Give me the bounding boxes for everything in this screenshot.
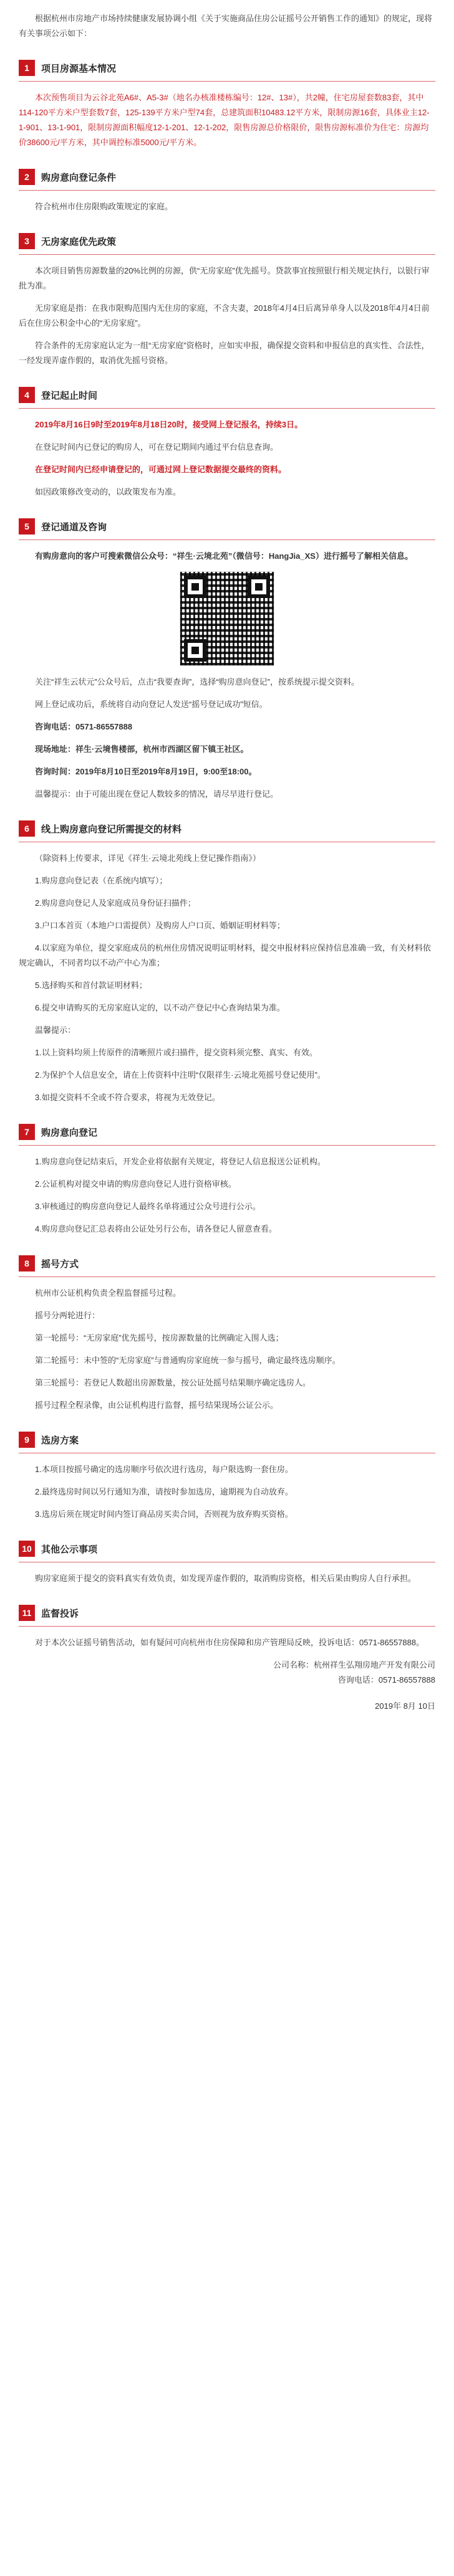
s6-paragraph: 温馨提示： [35,1025,76,1035]
section-title: 监督投诉 [41,1608,79,1619]
s7-paragraph: 3.审核通过的购房意向登记人最终名单将通过公众号进行公示。 [35,1202,261,1211]
section-number: 4 [19,387,35,403]
s6-paragraph: 6.提交申请购买的无房家庭认定的，以不动产登记中心查询结果为准。 [35,1003,285,1012]
section-title: 购房意向登记条件 [41,172,117,183]
section-title: 购房意向登记 [41,1127,98,1138]
s4-paragraph: 2019年8月16日9时至2019年8月18日20时，接受网上登记报名，持续3日。 [35,420,303,429]
s5-phone: 咨询电话：0571-86557888 [35,722,133,731]
section-title: 摇号方式 [41,1258,79,1270]
section-divider [19,408,435,409]
s11-paragraph: 对于本次公证摇号销售活动，如有疑问可向杭州市住房保障和房产管理局反映，投诉电话：0571-86557888。 [35,1638,425,1647]
section-number: 5 [19,518,35,535]
section-7 [19,1124,435,1146]
section-divider [19,1276,435,1277]
s7-paragraph: 1.购房意向登记结束后，开发企业将依据有关规定，将登记人信息报送公证机构。 [35,1157,326,1166]
section-1 [19,60,435,82]
section-number: 3 [19,233,35,249]
section-5 [19,518,435,540]
section-title: 项目房源基本情况 [41,63,117,74]
section-title: 线上购房意向登记所需提交的材料 [41,824,182,835]
s6-paragraph: 4.以家庭为单位，提交家庭成员的杭州住房情况说明证明材料，提交申报材料应保持信息准确一致，有关材料依规定确认，不同者均以不动产中心为准； [19,943,431,967]
s9-paragraph: 1.本项目按摇号确定的选房顺序号依次进行选房，每户限选购一套住房。 [35,1465,293,1474]
s2-paragraph: 符合杭州市住房限购政策规定的家庭。 [35,202,173,211]
s6-paragraph: 1.购房意向登记表（在系统内填写）； [35,876,168,885]
section-divider [19,1626,435,1627]
s6-paragraph: 3.如提交资料不全或不符合要求，将视为无效登记。 [35,1093,220,1102]
section-number: 2 [19,169,35,185]
s8-paragraph: 杭州市公证机构负责全程监督摇号过程。 [35,1288,181,1298]
section-title: 选房方案 [41,1435,79,1446]
section-number: 11 [19,1605,35,1621]
s10-paragraph: 购房家庭须于提交的资料真实有效负责，如发现弄虚作假的，取消购房资格，相关后果由购房人自行承担。 [35,1574,417,1583]
s3-paragraph: 无房家庭是指：在我市限购范围内无住房的家庭，不含夫妻，2018年4月4日后离异单身人以及2018年4月4日前后在住房公积金中心的“无房家庭”。 [19,303,430,328]
qr-finder-icon [248,576,270,598]
s4-paragraph: 在登记时间内已经申请登记的，可通过网上登记数据提交最终的资料。 [35,465,287,474]
s8-paragraph: 第三轮摇号：若登记人数超出房源数量，按公证处摇号结果顺序确定选房人。 [35,1378,311,1387]
section-divider [19,81,435,82]
s6-paragraph: 2.为保护个人信息安全，请在上传资料中注明“仅限祥生·云境北苑摇号登记使用”。 [35,1070,326,1080]
qr-finder-icon [184,639,206,662]
s5-paragraph: 关注“祥生云状元”公众号后，点击“我要查询”，选择“购房意向登记”，按系统提示提交资料。 [35,677,359,687]
section-2 [19,169,435,191]
section-10 [19,1541,435,1562]
s7-paragraph: 4.购房意向登记汇总表将由公证处另行公布，请各登记人留意查看。 [35,1224,277,1233]
s9-paragraph: 2.最终选房时间以另行通知为准，请按时参加选房，逾期视为自动放弃。 [35,1487,293,1496]
s9-paragraph: 3.选房后须在规定时间内签订商品房买卖合同，否则视为放弃购买资格。 [35,1509,293,1519]
s7-paragraph: 2.公证机构对提交申请的购房意向登记人进行资格审核。 [35,1179,236,1189]
s6-paragraph: 2.购房意向登记人及家庭成员身份证扫描件； [35,898,196,908]
section-divider [19,190,435,191]
section-3 [19,233,435,255]
s3-paragraph: 本次项目销售房源数量的20%比例的房源，供“无房家庭”优先摇号。贷款事宜按照银行相关规定执行，以银行审批为准。 [19,266,430,290]
s1-paragraph: 本次预售项目为云谷北苑A6#、A5-3#（地名办核准楼栋编号：12#、13#），共2幢，住宅房屋套数83套，其中114-120平方米户型套数7套，125-139平方米户型74套，总建筑面积10483.12平方米，限制房源16套，具体业主12-1-901、13-1-901，限制房源面积幅度12-1-201、12-1-202，限售房源总价格限价，限售房源标准价为住宅：房源均价38600元/平方米，其中调控标准5000元/平方米。 [19,93,430,147]
section-number: 9 [19,1432,35,1448]
s8-paragraph: 摇号过程全程录像，由公证机构进行监督，摇号结果现场公证公示。 [35,1400,279,1410]
section-title: 登记起止时间 [41,390,98,401]
section-divider [19,254,435,255]
s5-address: 现场地址：祥生·云境售楼部，杭州市西湖区留下镇王社区。 [35,744,249,754]
s5-hours: 咨询时间：2019年8月10日至2019年8月19日，9:00至18:00。 [35,767,257,776]
s6-paragraph: 1.以上资料均须上传原件的清晰照片或扫描件，提交资料须完整、真实、有效。 [35,1048,317,1057]
section-number: 6 [19,820,35,837]
section-number: 1 [19,60,35,76]
company-phone: 咨询电话：0571-86557888 [337,1675,435,1685]
s5-paragraph: 有购房意向的客户可搜索微信公众号：“祥生·云境北苑”（微信号：HangJia_XS）进行摇号了解相关信息。 [35,551,413,561]
section-6 [19,820,435,842]
s6-paragraph: （除资料上传要求，详见《祥生·云境北苑线上登记操作指南》） [35,853,261,863]
s8-paragraph: 摇号分两轮进行： [35,1311,100,1320]
section-9 [19,1432,435,1453]
section-title: 无房家庭优先政策 [41,236,117,247]
s3-paragraph: 符合条件的无房家庭认定为一组“无房家庭”资格时，应如实申报，确保提交资料和申报信息的真实性、合法性，一经发现弄虚作假的，取消优先摇号资格。 [19,341,430,365]
section-title: 登记通道及咨询 [41,521,107,533]
section-number: 7 [19,1124,35,1140]
s4-paragraph: 在登记时间内已登记的购房人，可在登记期间内通过平台信息查询。 [35,442,279,452]
s6-paragraph: 3.户口本首页（本地户口需提供）及购房人户口页、婚姻证明材料等； [35,921,285,930]
s6-paragraph: 5.选择购买和首付款证明材料； [35,981,147,990]
intro-text: 根据杭州市房地产市场持续健康发展协调小组《关于实施商品住房公证摇号公开销售工作的通知》的规定，现将有关事项公示如下： [19,14,433,38]
document-date: 2019年 8月 10日 [375,1701,435,1711]
section-title: 其他公示事项 [41,1544,98,1555]
section-divider [19,1145,435,1146]
section-number: 8 [19,1255,35,1271]
qr-code[interactable] [180,571,274,666]
qr-finder-icon [184,576,206,598]
s4-paragraph: 如因政策修改变动的，以政策发布为准。 [35,487,181,497]
section-8 [19,1255,435,1277]
s8-paragraph: 第二轮摇号：未中签的“无房家庭”与普通购房家庭统一参与摇号，确定最终选房顺序。 [35,1356,340,1365]
section-11 [19,1605,435,1627]
s5-paragraph: 温馨提示：由于可能出现在登记人数较多的情况，请尽早进行登记。 [35,789,279,799]
section-number: 10 [19,1541,35,1557]
s8-paragraph: 第一轮摇号：“无房家庭”优先摇号，按房源数量的比例确定入围人选； [35,1333,284,1343]
s5-paragraph: 网上登记成功后，系统将自动向登记人发送“摇号登记成功”短信。 [35,700,268,709]
qr-code-wrapper [19,571,435,666]
section-divider [19,539,435,540]
company-name: 公司名称：杭州祥生弘翔房地产开发有限公司 [273,1660,435,1670]
section-4 [19,387,435,409]
